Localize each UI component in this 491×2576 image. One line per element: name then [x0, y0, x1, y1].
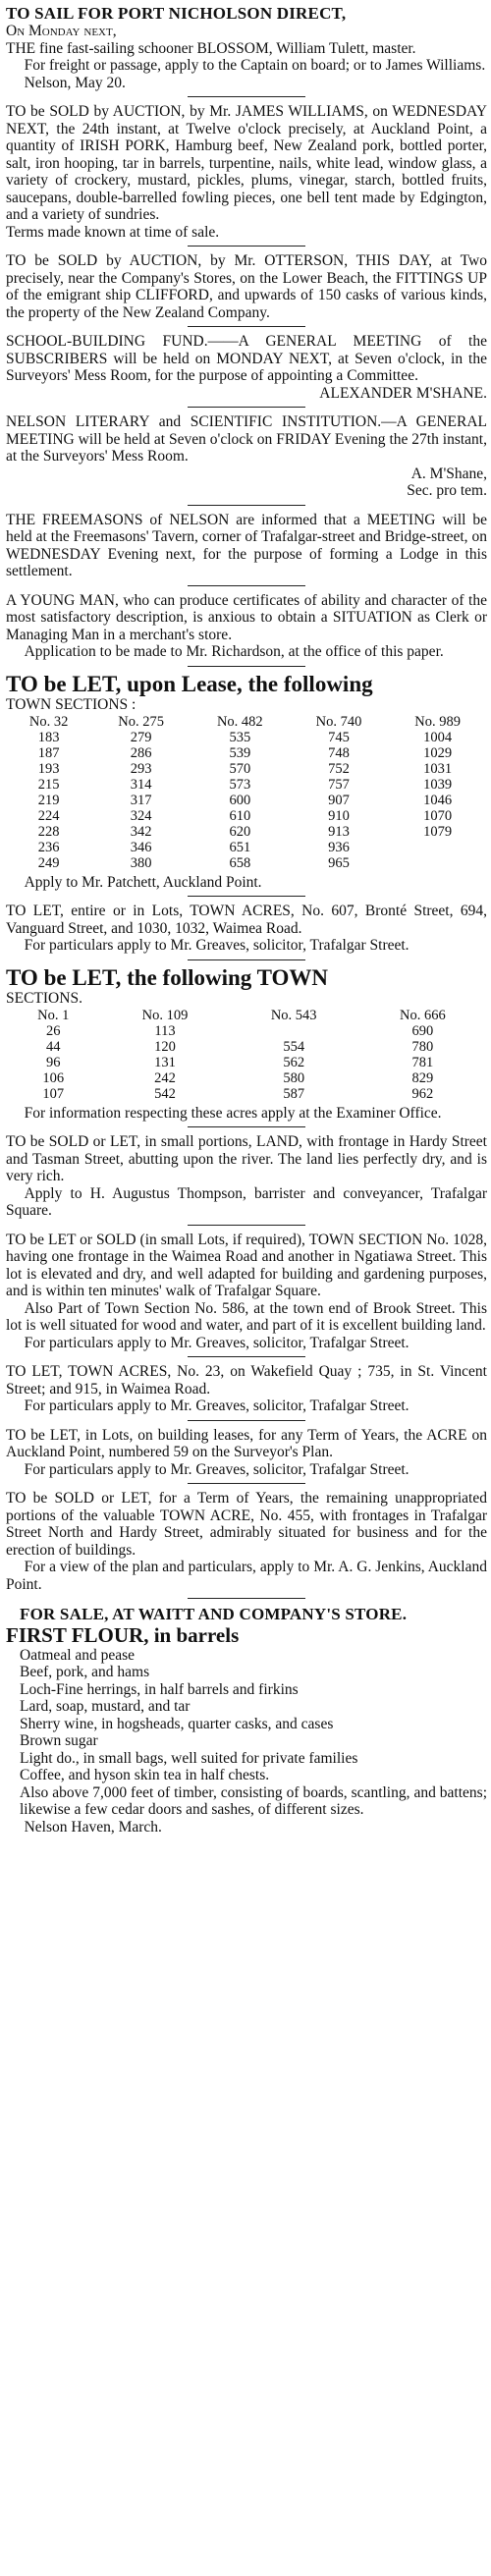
table-cell: 781	[411, 1055, 434, 1071]
ad-signature: ALEXANDER M'SHANE.	[319, 384, 487, 402]
ad-body: TO be SOLD by AUCTION, by Mr. OTTERSON, THIS DAY, at Two precisely, near the Company's Stores, on the Lower Beach, the FITTINGS UP of the emigrant ship CLIFFORD, and upwards of 150 casks of various kinds, the property of the New Zealand Company.	[6, 252, 487, 321]
divider	[188, 959, 305, 960]
table-header-cell: No. 740	[315, 714, 362, 731]
table-cell: 314	[130, 777, 152, 794]
table-header-cell: No. 275	[118, 714, 165, 731]
table-cell: 907	[328, 793, 350, 809]
table-cell: 107	[42, 1086, 65, 1103]
table-cell: 228	[37, 823, 60, 840]
ad-body: SCHOOL-BUILDING FUND.——A GENERAL MEETING of the SUBSCRIBERS will be held on MONDAY NEXT, at Seven o'clock, in the Surveyors' Mess Room, for the purpose of appointing a Committee.	[6, 333, 487, 385]
store-item: Beef, pork, and hams	[20, 1664, 150, 1681]
ad-waitt-store	[6, 1605, 487, 1836]
table-cell: 346	[130, 839, 152, 855]
ad-freemasons	[6, 512, 487, 580]
ad-body: TO be SOLD or LET, for a Term of Years, the remaining unappropriated portions of the valuable TOWN ACRE, No. 455, with frontages in Trafalgar Street North and Hardy Street, admirably situated for business and for the erection of buildings.	[6, 1490, 487, 1559]
table-cell: 1046	[423, 793, 453, 809]
table-cell: 1004	[423, 730, 453, 746]
table-caption: TOWN SECTIONS :	[6, 695, 136, 713]
store-item: Sherry wine, in hogsheads, quarter casks, and cases	[20, 1715, 334, 1732]
table-cell: 539	[229, 745, 251, 762]
table-cell: 658	[229, 854, 251, 871]
table-row	[6, 778, 487, 794]
table-header-cell: No. 109	[141, 1008, 189, 1024]
table-cell: 535	[229, 730, 251, 746]
table-cell: 279	[130, 730, 152, 746]
table-cell: 587	[283, 1086, 305, 1103]
table-row	[6, 1071, 487, 1087]
table-cell: 580	[283, 1070, 305, 1087]
table-header-cell: No. 666	[400, 1008, 446, 1024]
divider	[188, 896, 305, 897]
table-row	[6, 1040, 487, 1056]
table-cell: 554	[283, 1039, 305, 1056]
table-cell	[388, 856, 487, 872]
ad-body: A YOUNG MAN, who can produce certificates of ability and character of the most satisfactory description, is anxious to obtain a SITUATION as Clerk or Managing Man in a merchant's store.	[6, 591, 487, 643]
ad-subtitle: On Monday next,	[6, 23, 117, 40]
table-cell: 242	[154, 1070, 176, 1087]
table-row	[6, 809, 487, 825]
table-body	[6, 1024, 487, 1103]
table-cell: 286	[130, 745, 152, 762]
table-cell: 215	[37, 777, 60, 794]
ad-let-lease-patchett	[6, 673, 487, 892]
table-cell: 342	[130, 823, 152, 840]
table-cell: 380	[130, 854, 152, 871]
lots-table	[6, 715, 487, 871]
store-item: Oatmeal and pease	[20, 1646, 136, 1664]
ad-line: Apply to H. Augustus Thompson, barrister and conveyancer, Trafalgar Square.	[6, 1184, 487, 1220]
table-cell: 748	[328, 745, 350, 762]
ad-line: Application to be made to Mr. Richardson, at the office of this paper.	[24, 643, 444, 661]
table-cell: 610	[229, 807, 251, 824]
table-header-row	[6, 715, 487, 731]
table-cell: 224	[37, 807, 60, 824]
table-cell: 573	[229, 777, 251, 794]
table-cell: 757	[328, 777, 350, 794]
table-cell: 219	[37, 793, 60, 809]
divider	[188, 1225, 305, 1226]
divider	[188, 246, 305, 247]
table-cell: 829	[411, 1070, 434, 1087]
table-cell: 187	[37, 745, 60, 762]
table-cell: 651	[229, 839, 251, 855]
divider	[188, 1126, 305, 1127]
ad-line: Apply to Mr. Patchett, Auckland Point.	[24, 873, 262, 891]
table-cell: 317	[130, 793, 152, 809]
table-cell: 1070	[423, 807, 453, 824]
table-cell: 962	[411, 1086, 434, 1103]
ad-auction-williams	[6, 103, 487, 241]
table-cell: 936	[328, 839, 350, 855]
table-row	[6, 825, 487, 841]
table-row	[6, 1056, 487, 1071]
table-cell: 249	[37, 854, 60, 871]
ad-school-fund	[6, 333, 487, 402]
ad-body: THE FREEMASONS of NELSON are informed that a MEETING will be held at the Freemasons' Tavern, corner of Trafalgar-street and Bridge-street, on WEDNESDAY Evening next, for the purpose of forming a Lodge in this settlement.	[6, 511, 487, 580]
ad-let-town-acres	[6, 903, 487, 955]
ad-body: TO be SOLD or LET, in small portions, LAND, with frontage in Hardy Street and Tasman Street, abutting upon the river. The land lies perfectly dry, and is very rich.	[6, 1133, 487, 1185]
ad-signature: A. M'Shane,	[410, 465, 487, 482]
table-row	[6, 746, 487, 762]
ad-line: For particulars apply to Mr. Greaves, solicitor, Trafalgar Street.	[24, 937, 409, 955]
ad-line: For particulars apply to Mr. Greaves, solicitor, Trafalgar Street.	[24, 1460, 409, 1478]
ad-signature-title: Sec. pro tem.	[407, 482, 487, 500]
ad-let-sections	[6, 966, 487, 1123]
ad-ship-blossom	[6, 4, 487, 91]
table-cell: 910	[328, 807, 350, 824]
table-header-cell: No. 482	[216, 714, 263, 731]
ad-line: For freight or passage, apply to the Captain on board; or to James Williams.	[24, 57, 486, 75]
table-cell: 193	[37, 761, 60, 778]
divider	[188, 1598, 305, 1599]
table-row	[6, 1024, 487, 1040]
table-cell: 780	[411, 1039, 434, 1056]
store-item: Also above 7,000 feet of timber, consisting of boards, scantling, and battens; likewise a few cedar doors and sashes, of different sizes.	[20, 1783, 487, 1819]
table-cell: 745	[328, 730, 350, 746]
divider	[188, 407, 305, 408]
ad-sold-let-455	[6, 1490, 487, 1593]
table-cell: 183	[37, 730, 60, 746]
store-item: Loch-Fine herrings, in half barrels and firkins	[20, 1680, 299, 1698]
ad-let-acres-23	[6, 1363, 487, 1415]
table-cell: 752	[328, 761, 350, 778]
table-cell: 1039	[423, 777, 453, 794]
table-cell: 236	[37, 839, 60, 855]
ad-body: TO be LET or SOLD (in small Lots, if required), TOWN SECTION No. 1028, having one frontage in the Waimea Road and another in Ngatiawa Street. This lot is elevated and dry, and well adapted for building and gardening purposes, and is within ten minutes' walk of Trafalgar Square.	[6, 1231, 487, 1300]
table-cell: 913	[328, 823, 350, 840]
table-row	[6, 856, 487, 872]
table-cell: 113	[154, 1023, 176, 1040]
ad-young-man	[6, 592, 487, 661]
table-cell: 620	[229, 823, 251, 840]
table-header-cell: No. 1	[37, 1008, 70, 1024]
table-row	[6, 841, 487, 856]
ad-date: Nelson Haven, March.	[24, 1818, 162, 1836]
table-cell: 542	[154, 1086, 176, 1103]
table-cell: 562	[283, 1055, 305, 1071]
ad-body: TO be LET, upon Lease, the following	[6, 671, 373, 696]
table-header-cell: No. 543	[270, 1008, 317, 1024]
table-row	[6, 1087, 487, 1103]
store-items	[6, 1647, 487, 1819]
table-cell: 965	[328, 854, 350, 871]
store-item: Coffee, and hyson skin tea in half chests.	[20, 1767, 270, 1784]
table-cell: 324	[130, 807, 152, 824]
ad-body: TO LET, TOWN ACRES, No. 23, on Wakefield Quay ; 735, in St. Vincent Street; and 915, in Waimea Road.	[6, 1363, 487, 1398]
table-row	[6, 731, 487, 746]
table-cell: 26	[45, 1023, 61, 1040]
ad-line: For particulars apply to Mr. Greaves, solicitor, Trafalgar Street.	[24, 1334, 409, 1351]
ad-body: TO be LET, in Lots, on building leases, for any Term of Years, the ACRE on Auckland Point, numbered 59 on the Surveyor's Plan.	[6, 1426, 487, 1461]
lots-table	[6, 1009, 487, 1103]
divider	[188, 1356, 305, 1357]
table-row	[6, 794, 487, 809]
table-cell: 131	[154, 1055, 176, 1071]
table-cell: 120	[154, 1039, 176, 1056]
table-body	[6, 731, 487, 871]
divider	[188, 505, 305, 506]
divider	[188, 96, 305, 97]
ad-date: Nelson, May 20.	[24, 74, 126, 91]
table-cell: 1079	[423, 823, 453, 840]
table-cell: 96	[45, 1055, 61, 1071]
table-cell	[388, 841, 487, 856]
divider	[188, 1483, 305, 1484]
ad-body: TO be SOLD by AUCTION, by Mr. JAMES WILLIAMS, on WEDNESDAY NEXT, the 24th instant, at Twelve o'clock precisely, at Auckland Point, a quantity of IRISH PORK, Hamburg beef, New Zealand pork, bottled porter, salt, iron hooping, tar in barrels, turpentine, nails, white lead, window glass, a variety of crockery, mustard, pickles, plums, vinegar, starch, bottled fruits, saucepans, double-barrelled fowling pieces, one bell tent made by Edgington, and a variety of sundries.	[6, 103, 487, 224]
store-item: Light do., in small bags, well suited for private families	[20, 1749, 358, 1767]
divider	[188, 1420, 305, 1421]
store-item: Lard, soap, mustard, and tar	[20, 1698, 191, 1716]
ad-line: Also Part of Town Section No. 586, at the town end of Brook Street. This lot is well situated for wood and water, and part of it is excellent building land.	[6, 1299, 487, 1335]
store-item: Brown sugar	[20, 1732, 98, 1750]
table-cell: 293	[130, 761, 152, 778]
ad-line: For a view of the plan and particulars, apply to Mr. A. G. Jenkins, Auckland Point.	[6, 1559, 487, 1593]
ad-body: NELSON LITERARY and SCIENTIFIC INSTITUTION.—A GENERAL MEETING will be held at Seven o'clock on FRIDAY Evening the 27th instant, at the Surveyors' Mess Room.	[6, 413, 487, 466]
table-cell: 106	[42, 1070, 65, 1087]
table-cell	[230, 1024, 358, 1040]
table-header-cell: No. 989	[414, 714, 462, 731]
table-header-cell: No. 32	[28, 714, 69, 731]
table-cell: 690	[411, 1023, 434, 1040]
ad-line: For information respecting these acres apply at the Examiner Office.	[24, 1104, 442, 1122]
table-cell: 44	[45, 1039, 61, 1056]
table-cell: 1029	[423, 745, 453, 762]
ad-let-building-leases	[6, 1427, 487, 1479]
table-header-row	[6, 1009, 487, 1024]
ad-body: TO LET, entire or in Lots, TOWN ACRES, No. 607, Bronté Street, 694, Vanguard Street, and 1030, 1032, Waimea Road.	[6, 903, 487, 937]
ad-line: For particulars apply to Mr. Greaves, solicitor, Trafalgar Street.	[24, 1398, 409, 1415]
ad-sold-let-hardy	[6, 1133, 487, 1220]
table-cell: 570	[229, 761, 251, 778]
ad-body: THE fine fast-sailing schooner BLOSSOM, William Tulett, master.	[6, 39, 416, 57]
table-row	[6, 762, 487, 778]
ad-auction-otterson	[6, 252, 487, 321]
table-cell: 1031	[423, 761, 453, 778]
ad-heading: FOR SALE, AT WAITT AND COMPANY'S STORE.	[20, 1605, 408, 1624]
ad-let-sold-1028	[6, 1232, 487, 1352]
ad-literary-institution	[6, 413, 487, 500]
ad-body: FIRST FLOUR, in barrels	[6, 1622, 240, 1647]
divider	[188, 585, 305, 586]
ad-body: TO be LET, the following TOWN	[6, 964, 329, 990]
table-cell: 600	[229, 793, 251, 809]
divider	[188, 326, 305, 327]
divider	[188, 666, 305, 667]
ad-title: TO SAIL FOR PORT NICHOLSON DIRECT,	[6, 4, 347, 23]
table-caption: SECTIONS.	[6, 989, 82, 1007]
ad-line: Terms made known at time of sale.	[6, 223, 220, 241]
